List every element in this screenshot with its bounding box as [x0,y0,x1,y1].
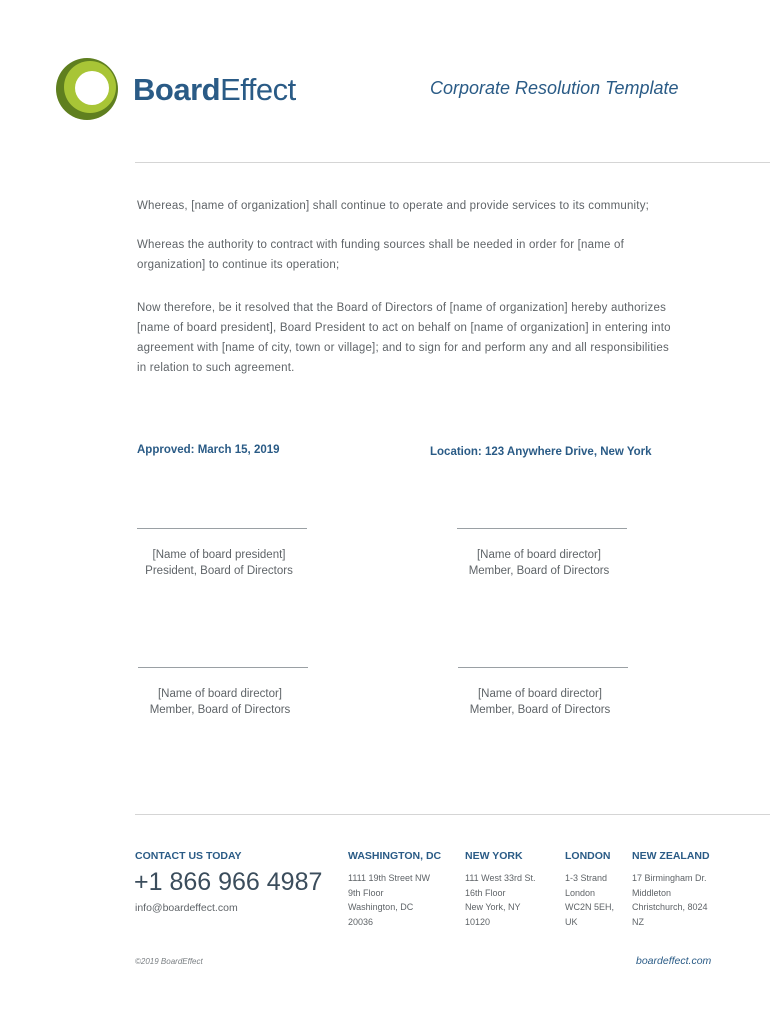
location: Location: 123 Anywhere Drive, New York [430,446,652,458]
signature-line-3 [138,667,308,668]
contact-heading: CONTACT US TODAY [135,850,242,862]
signature-name: [Name of board president] [152,549,286,561]
footer-divider [135,814,770,815]
address-line: 1111 19th Street NW [348,873,431,883]
approved-date: Approved: March 15, 2019 [137,444,280,456]
signature-name: [Name of board director] [477,688,602,700]
boardeffect-logo-wordmark [133,70,296,110]
address-line: Washington, DC [348,902,414,912]
office-address-new-zealand [632,871,708,929]
website-link[interactable]: boardeffect.com [636,955,712,967]
address-line: Christchurch, 8024 [632,902,708,912]
document-title: Corporate Resolution Template [430,78,679,98]
address-line: UK [565,916,578,927]
phone-number[interactable]: +1 866 966 4987 [134,868,323,896]
resolution-paragraph-1: Whereas, [name of organization] shall continue to operate and provide services to its community; [137,200,650,212]
signature-line-1 [137,528,307,529]
signature-name: [Name of board director] [157,688,282,700]
signature-block-3 [130,686,310,718]
address-line: WC2N 5EH, [565,902,615,912]
resolution-paragraph-3: Now therefore, be it resolved that the Board of Directors of [name of organization] hereby authorizes [name of board president], Board President to act on behalf on [name of organization] in entering into agreement with [name of city, town or village]; and to sign for and perform any and all responsibilities in relation to such agreement. [137,302,671,374]
address-line: 17 Birmingham Dr. [632,873,707,883]
address-line: New York, NY [465,902,521,912]
address-line: Middleton [632,887,672,898]
address-line: 1-3 Strand [565,873,608,883]
signature-name: [Name of board director] [476,549,601,561]
office-address-washington [348,871,430,929]
address-line: 9th Floor [348,887,384,898]
logo-text-bold: Board [133,72,221,107]
address-line: 16th Floor [465,887,506,898]
office-address-new-york [465,871,536,929]
signature-block-1 [129,547,309,579]
copyright: ©2019 BoardEffect [135,957,203,966]
signature-line-2 [457,528,627,529]
header-divider [135,162,770,163]
address-line: 111 West 33rd St. [465,873,536,883]
address-line: NZ [632,916,644,927]
resolution-paragraph-2: Whereas the authority to contract with funding sources shall be needed in order for [name of organization] to continue its operation; [137,239,624,271]
address-line: London [565,887,596,898]
boardeffect-logo-icon [55,57,119,121]
office-heading-new-zealand: NEW ZEALAND [632,850,710,862]
signature-title: Member, Board of Directors [149,704,291,716]
signature-block-4 [450,686,630,718]
signature-title: Member, Board of Directors [469,704,611,716]
logo-text-light: Effect [220,72,296,107]
signature-title: Member, Board of Directors [468,565,610,577]
office-heading-london: LONDON [565,850,611,862]
office-heading-new-york: NEW YORK [465,850,523,862]
office-heading-washington: WASHINGTON, DC [348,850,442,862]
signature-line-4 [458,667,628,668]
office-address-london [565,871,614,929]
signature-title: President, Board of Directors [145,565,293,577]
address-line: 10120 [465,916,491,927]
email-link[interactable]: info@boardeffect.com [135,902,238,914]
signature-block-2 [449,547,629,579]
address-line: 20036 [348,916,374,927]
